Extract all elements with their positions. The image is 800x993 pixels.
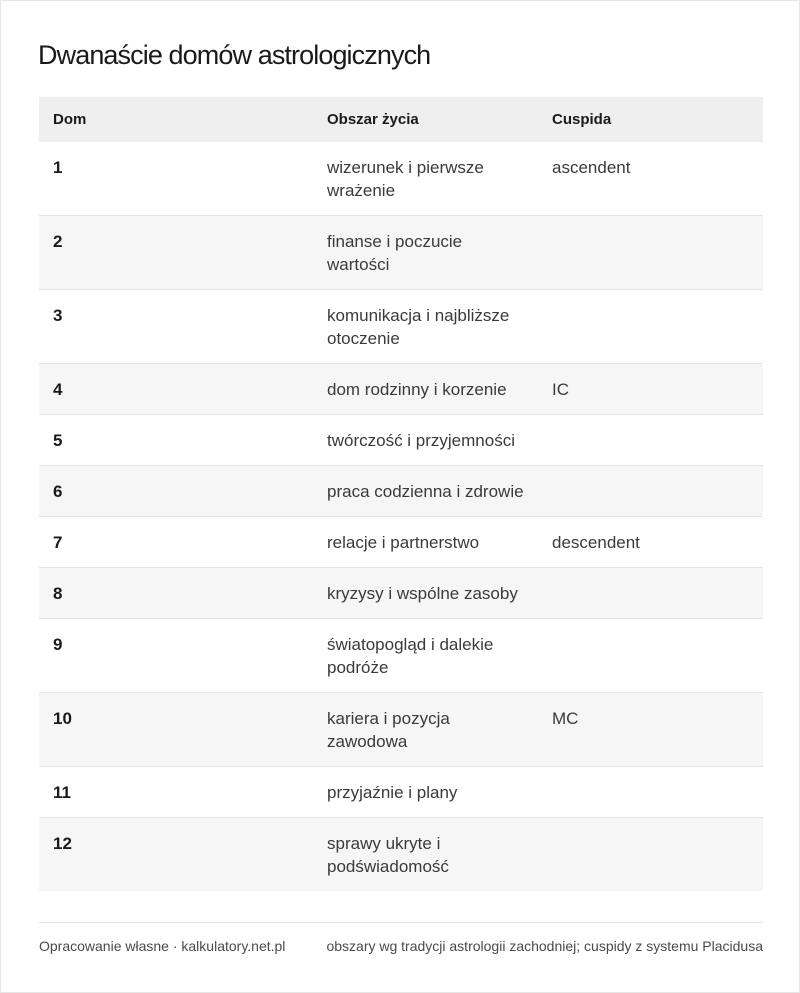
cusp: descendent xyxy=(538,517,763,568)
cusp xyxy=(538,767,763,818)
house-number: 6 xyxy=(39,466,313,517)
house-number: 3 xyxy=(39,290,313,364)
house-number: 5 xyxy=(39,415,313,466)
table-row xyxy=(39,290,763,364)
life-area: komunikacja i najbliższe otoczenie xyxy=(313,290,538,364)
life-area: relacje i partnerstwo xyxy=(313,517,538,568)
life-area: kryzysy i wspólne zasoby xyxy=(313,568,538,619)
cusp xyxy=(538,466,763,517)
cusp: ascendent xyxy=(538,142,763,216)
table-row xyxy=(39,767,763,818)
life-area: praca codzienna i zdrowie xyxy=(313,466,538,517)
cusp xyxy=(538,619,763,693)
house-number: 11 xyxy=(39,767,313,818)
table-row xyxy=(39,466,763,517)
cusp: MC xyxy=(538,693,763,767)
house-number: 8 xyxy=(39,568,313,619)
column-header-dom: Dom xyxy=(39,97,313,142)
houses-table xyxy=(39,97,763,891)
table-row xyxy=(39,693,763,767)
house-number: 4 xyxy=(39,364,313,415)
table-row xyxy=(39,619,763,693)
life-area: finanse i poczucie wartości xyxy=(313,216,538,290)
cusp xyxy=(538,216,763,290)
page-title: Dwanaście domów astrologicznych xyxy=(38,40,431,70)
life-area: dom rodzinny i korzenie xyxy=(313,364,538,415)
cusp xyxy=(538,290,763,364)
table-header-row xyxy=(39,97,763,142)
cusp xyxy=(538,568,763,619)
life-area: twórczość i przyjemności xyxy=(313,415,538,466)
column-header-cusp: Cuspida xyxy=(538,97,763,142)
table-row xyxy=(39,818,763,892)
table-row xyxy=(39,517,763,568)
source-note: Opracowanie własne · kalkulatory.net.pl xyxy=(39,938,286,954)
table-row xyxy=(39,142,763,216)
life-area: wizerunek i pierwsze wrażenie xyxy=(313,142,538,216)
table-row xyxy=(39,216,763,290)
life-area: sprawy ukryte i podświadomość xyxy=(313,818,538,892)
column-header-area: Obszar życia xyxy=(313,97,538,142)
house-number: 7 xyxy=(39,517,313,568)
table-row xyxy=(39,568,763,619)
footer xyxy=(39,922,763,954)
table-row xyxy=(39,364,763,415)
house-number: 1 xyxy=(39,142,313,216)
house-number: 10 xyxy=(39,693,313,767)
house-number: 12 xyxy=(39,818,313,892)
table-row xyxy=(39,415,763,466)
house-number: 9 xyxy=(39,619,313,693)
life-area: światopogląd i dalekie podróże xyxy=(313,619,538,693)
cusp xyxy=(538,415,763,466)
house-number: 2 xyxy=(39,216,313,290)
cusp xyxy=(538,818,763,892)
cusp: IC xyxy=(538,364,763,415)
methodology-note: obszary wg tradycji astrologii zachodniej; cuspidy z systemu Placidusa xyxy=(326,938,763,954)
life-area: przyjaźnie i plany xyxy=(313,767,538,818)
life-area: kariera i pozycja zawodowa xyxy=(313,693,538,767)
